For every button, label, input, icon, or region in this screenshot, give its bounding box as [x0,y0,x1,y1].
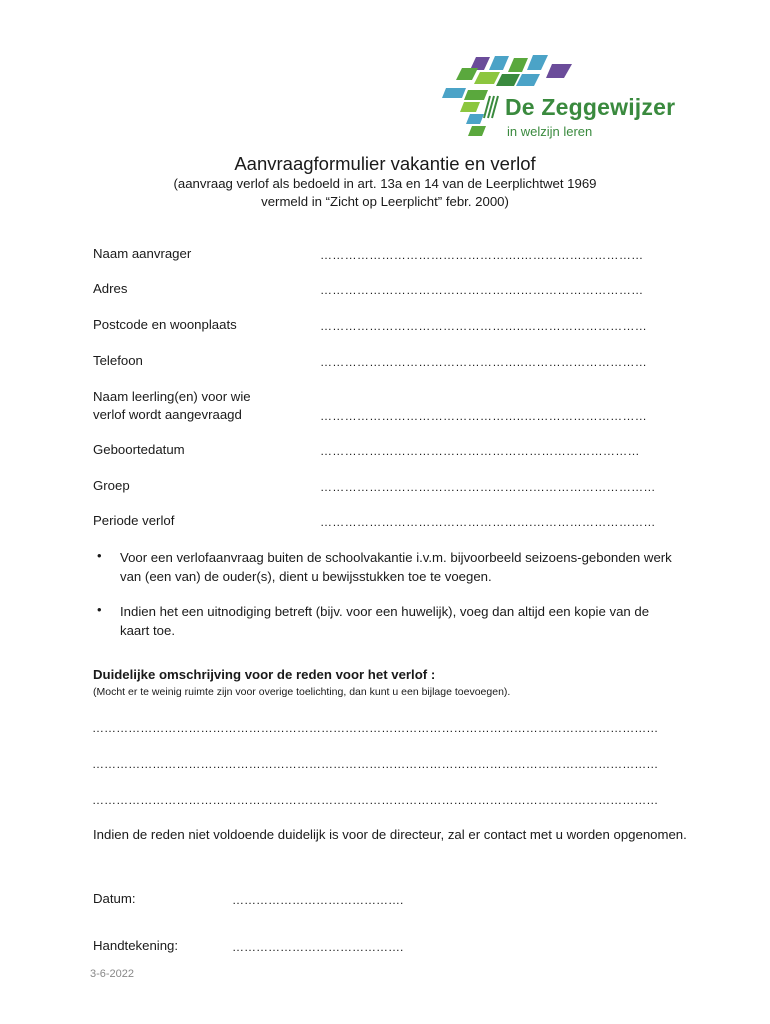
field-input-groep[interactable]: …………………………………………….………………………… [320,480,656,494]
reason-line-1[interactable]: …………………………………………………………………………………………………………………………… [92,721,659,735]
signature-field[interactable]: ……………………………………. [232,940,404,954]
reason-line-3[interactable]: …………………………………………………………………………………………………………………………… [92,793,659,807]
field-input-naam-aanvrager[interactable]: ………………………………………….………………………… [320,248,644,262]
reason-heading: Duidelijke omschrijving voor de reden voor het verlof : [93,667,436,682]
bullet-icon: • [97,602,102,617]
form-subtitle-line2: vermeld in “Zicht op Leerplicht” febr. 2000) [261,194,509,209]
field-label-naam-aanvrager: Naam aanvrager [93,246,192,261]
field-label-adres: Adres [93,281,128,296]
field-label-geboortedatum: Geboortedatum [93,442,185,457]
logo-name: De Zeggewijzer [505,94,676,120]
field-label-postcode: Postcode en woonplaats [93,317,237,332]
date-field[interactable]: ……………………………………. [232,893,404,907]
field-label-groep: Groep [93,478,130,493]
reason-note: (Mocht er te weinig ruimte zijn voor overige toelichting, dan kunt u een bijlage toevoegen). [93,686,511,698]
field-input-geboortedatum[interactable]: …………………………………………………………………… [320,444,640,458]
form-subtitle-line1: (aanvraag verlof als bedoeld in art. 13a en 14 van de Leerplichtwet 1969 [173,176,597,191]
logo-tagline: in welzijn leren [507,124,593,139]
field-input-telefoon[interactable]: …………………………………………..………………………… [320,355,648,369]
reason-line-2[interactable]: …………………………………………………………………………………………………………………………… [92,757,659,771]
field-label-naam-leerling-2: verlof wordt aangevraagd [93,407,242,422]
field-input-adres[interactable]: ………………………………………….………………………… [320,283,644,297]
bullet-icon: • [97,548,102,563]
field-input-naam-leerling[interactable]: …………………………………………..………………………… [320,409,648,423]
field-input-periode-verlof[interactable]: …………………………………………….………………………… [320,515,656,529]
bullet-text-bewijsstukken: Voor een verlofaanvraag buiten de schoolvakantie i.v.m. bijvoorbeeld seizoens-gebonden werk van (een van) de ouder(s), dient u bewijsstukken toe te voegen. [120,550,672,584]
field-label-telefoon: Telefoon [93,353,143,368]
bullet-text-uitnodiging: Indien het een uitnodiging betreft (bijv. voor een huwelijk), voeg dan altijd een kopie van de kaart toe. [120,604,650,638]
field-input-postcode[interactable]: …………………………………………..………………………… [320,319,648,333]
closing-paragraph: Indien de reden niet voldoende duidelijk is voor de directeur, zal er contact met u worden opgenomen. [93,827,687,842]
form-title: Aanvraagformulier vakantie en verlof [234,153,536,174]
date-label: Datum: [93,891,136,906]
field-label-periode-verlof: Periode verlof [93,513,175,528]
signature-label: Handtekening: [93,938,179,953]
field-label-naam-leerling-1: Naam leerling(en) voor wie [93,389,251,404]
footer-date: 3-6-2022 [90,968,135,980]
